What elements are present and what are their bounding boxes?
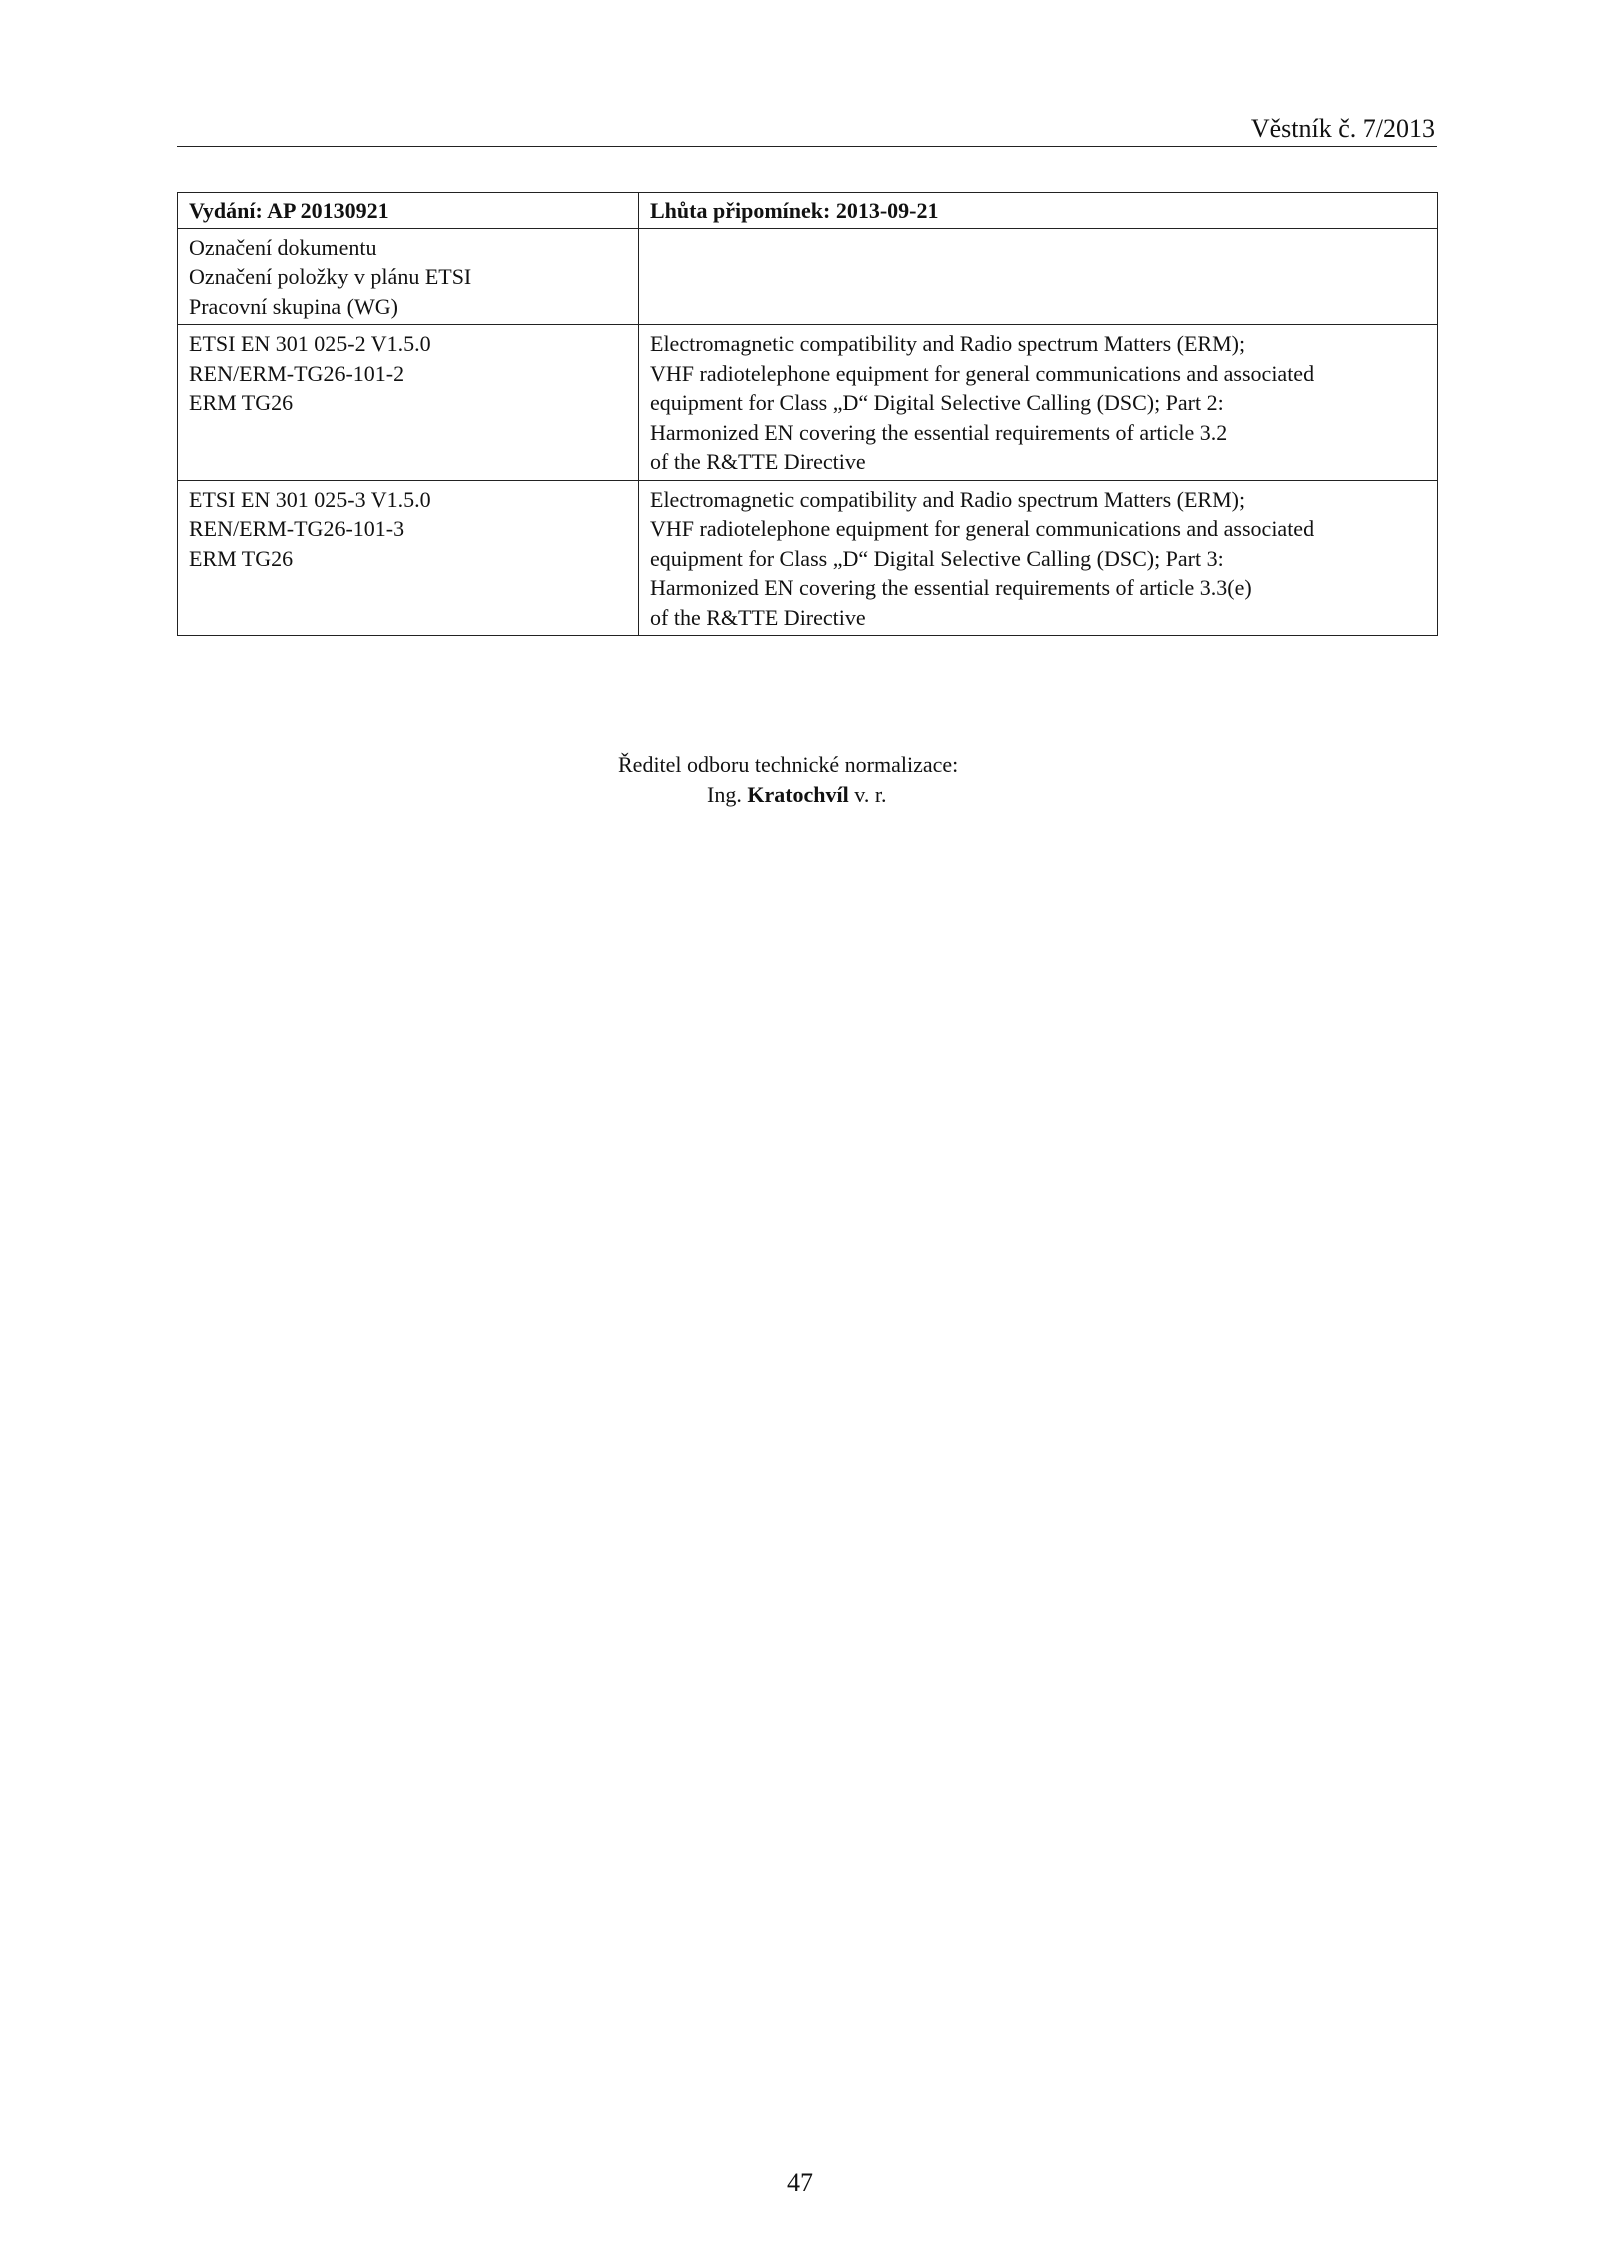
legend-working-group: Pracovní skupina (WG) (189, 293, 398, 319)
name-surname: Kratochvíl (747, 782, 849, 807)
title-line: VHF radiotelephone equipment for general communications and associated (650, 516, 1315, 541)
standards-table (177, 192, 1438, 636)
legend-document-id: Označení dokumentu (189, 234, 377, 260)
title-line: equipment for Class „D“ Digital Selective Calling (DSC); Part 3: (650, 545, 1224, 571)
signatory-name (707, 780, 886, 810)
standard-ids-cell (178, 325, 639, 481)
legend-cell (178, 228, 639, 325)
title-line: Harmonized EN covering the essential requirements of article 3.3(e) (650, 575, 1252, 600)
title-line: of the R&TTE Directive (650, 449, 866, 474)
etsi-item-id: REN/ERM-TG26-101-3 (189, 516, 405, 541)
legend-row (178, 228, 1438, 325)
document-id: ETSI EN 301 025-2 V1.5.0 (189, 331, 431, 356)
page-header (177, 108, 1437, 147)
deadline-header: Lhůta připomínek: 2013-09-21 (639, 193, 1438, 229)
standard-ids-cell (178, 480, 639, 636)
legend-etsi-item: Označení položky v plánu ETSI (189, 264, 472, 289)
legend-empty-cell (639, 228, 1438, 325)
etsi-item-id: REN/ERM-TG26-101-2 (189, 360, 405, 386)
title-line: Electromagnetic compatibility and Radio spectrum Matters (ERM); (650, 486, 1246, 512)
title-line: of the R&TTE Directive (650, 604, 866, 630)
working-group: ERM TG26 (189, 545, 294, 571)
title-line: Electromagnetic compatibility and Radio spectrum Matters (ERM); (650, 331, 1246, 356)
name-suffix: v. r. (854, 782, 887, 807)
issue-header: Vydání: AP 20130921 (178, 193, 639, 229)
table-row (178, 325, 1438, 481)
title-line: Harmonized EN covering the essential requirements of article 3.2 (650, 419, 1228, 445)
page-number: 47 (787, 2168, 813, 2197)
name-prefix: Ing. (707, 782, 742, 807)
working-group: ERM TG26 (189, 390, 294, 415)
publication-title: Věstník č. 7/2013 (1250, 114, 1435, 143)
title-line: equipment for Class „D“ Digital Selective Calling (DSC); Part 2: (650, 390, 1224, 415)
table-row (178, 480, 1438, 636)
standard-title-cell (639, 480, 1438, 636)
standard-title-cell (639, 325, 1438, 481)
title-line: VHF radiotelephone equipment for general communications and associated (650, 360, 1315, 386)
table-header-row (178, 193, 1438, 229)
document-id: ETSI EN 301 025-3 V1.5.0 (189, 486, 431, 512)
signatory-role: Ředitel odboru technické normalizace: (618, 752, 959, 777)
